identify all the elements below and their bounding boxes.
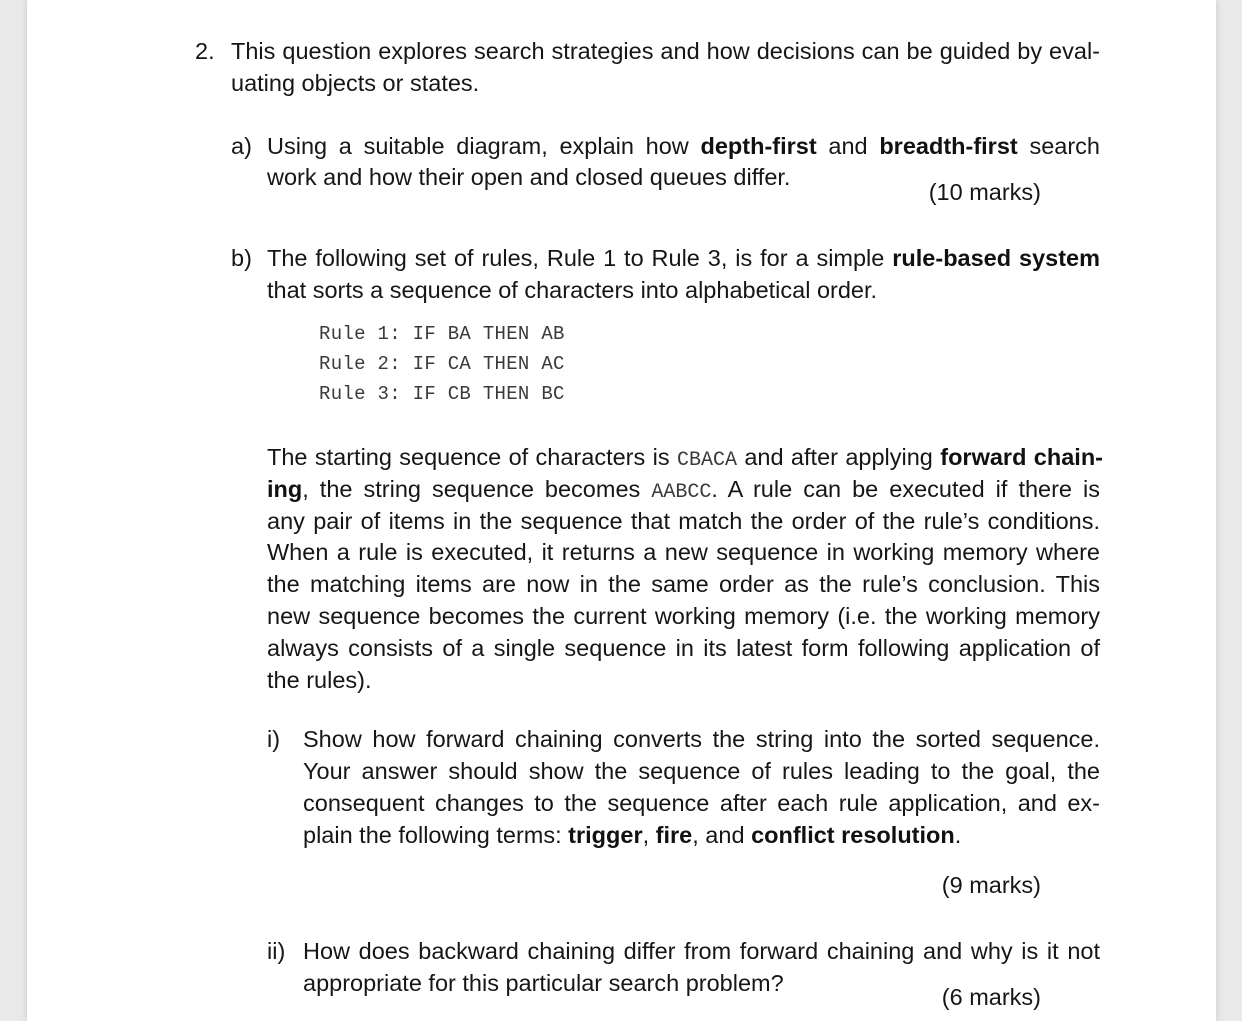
paragraph-line-3: any pair of items in the sequence that match the order of the rule’s conditions. (267, 508, 1100, 534)
question-intro-line-2: uating objects or states. (231, 70, 480, 96)
exam-page (27, 0, 1216, 1021)
part-b-line-1: The following set of rules, Rule 1 to Rule 3, is for a simple rule-based system (267, 245, 1101, 271)
part-b-i-marks: (9 marks) (941, 872, 1041, 898)
part-b-i-line-1: Show how forward chaining converts the string into the sorted sequence. (303, 726, 1100, 752)
term-conflict-resolution: conflict resolution (751, 822, 955, 848)
part-b-label: b) (231, 245, 252, 271)
term-forward-chaining-cont: ing (267, 476, 303, 502)
paragraph-line-1: The starting sequence of characters is CBACA and after applying forward chain- (267, 444, 1103, 472)
term-fire: fire (655, 822, 693, 848)
part-b-ii-line-2: appropriate for this particular search problem? (303, 970, 784, 996)
part-b-line-2: that sorts a sequence of characters into alphabetical order. (267, 277, 878, 303)
part-a-marks: (10 marks) (928, 179, 1041, 205)
term-breadth-first: breadth-first (879, 133, 1018, 159)
paragraph-line-2: ing, the string sequence becomes AABCC. A rule can be executed if there is (267, 476, 1100, 504)
sorted-sequence: AABCC (651, 481, 712, 504)
rule-3: Rule 3: IF CB THEN BC (319, 383, 565, 405)
start-sequence: CBACA (676, 449, 737, 472)
part-b-i-line-4: plain the following terms: trigger, fire, and conflict resolution. (303, 822, 962, 848)
term-forward-chaining: forward chain- (940, 444, 1103, 470)
part-b-ii-label: ii) (267, 938, 286, 964)
term-depth-first: depth-first (700, 133, 817, 159)
part-b-i-line-3: consequent changes to the sequence after each rule application, and ex- (303, 790, 1100, 816)
part-b-ii-line-1: How does backward chaining differ from forward chaining and why is it not (303, 938, 1100, 964)
part-a-line-2: work and how their open and closed queues differ. (267, 164, 791, 190)
paragraph-line-4: When a rule is executed, it returns a new sequence in working memory where (267, 539, 1100, 565)
paragraph-line-6: new sequence becomes the current working memory (i.e. the working memory (267, 603, 1100, 629)
term-trigger: trigger (568, 822, 643, 848)
question-number: 2. (195, 38, 215, 64)
rule-1: Rule 1: IF BA THEN AB (319, 323, 565, 345)
paragraph-line-7: always consists of a single sequence in its latest form following application of (267, 635, 1100, 661)
part-b-i-label: i) (267, 726, 281, 752)
question-intro-line-1: This question explores search strategies and how decisions can be guided by eval- (231, 38, 1100, 64)
paragraph-line-8: the rules). (267, 667, 372, 693)
rule-2: Rule 2: IF CA THEN AC (319, 353, 565, 375)
term-rule-based-system: rule-based system (892, 245, 1101, 271)
part-a-label: a) (231, 133, 252, 159)
part-b-i-line-2: Your answer should show the sequence of rules leading to the goal, the (303, 758, 1100, 784)
part-b-ii-marks: (6 marks) (941, 984, 1041, 1010)
paragraph-line-5: the matching items are now in the same order as the rule’s conclusion. This (267, 571, 1100, 597)
part-a-line-1: Using a suitable diagram, explain how depth-first and breadth-first search (267, 133, 1100, 159)
